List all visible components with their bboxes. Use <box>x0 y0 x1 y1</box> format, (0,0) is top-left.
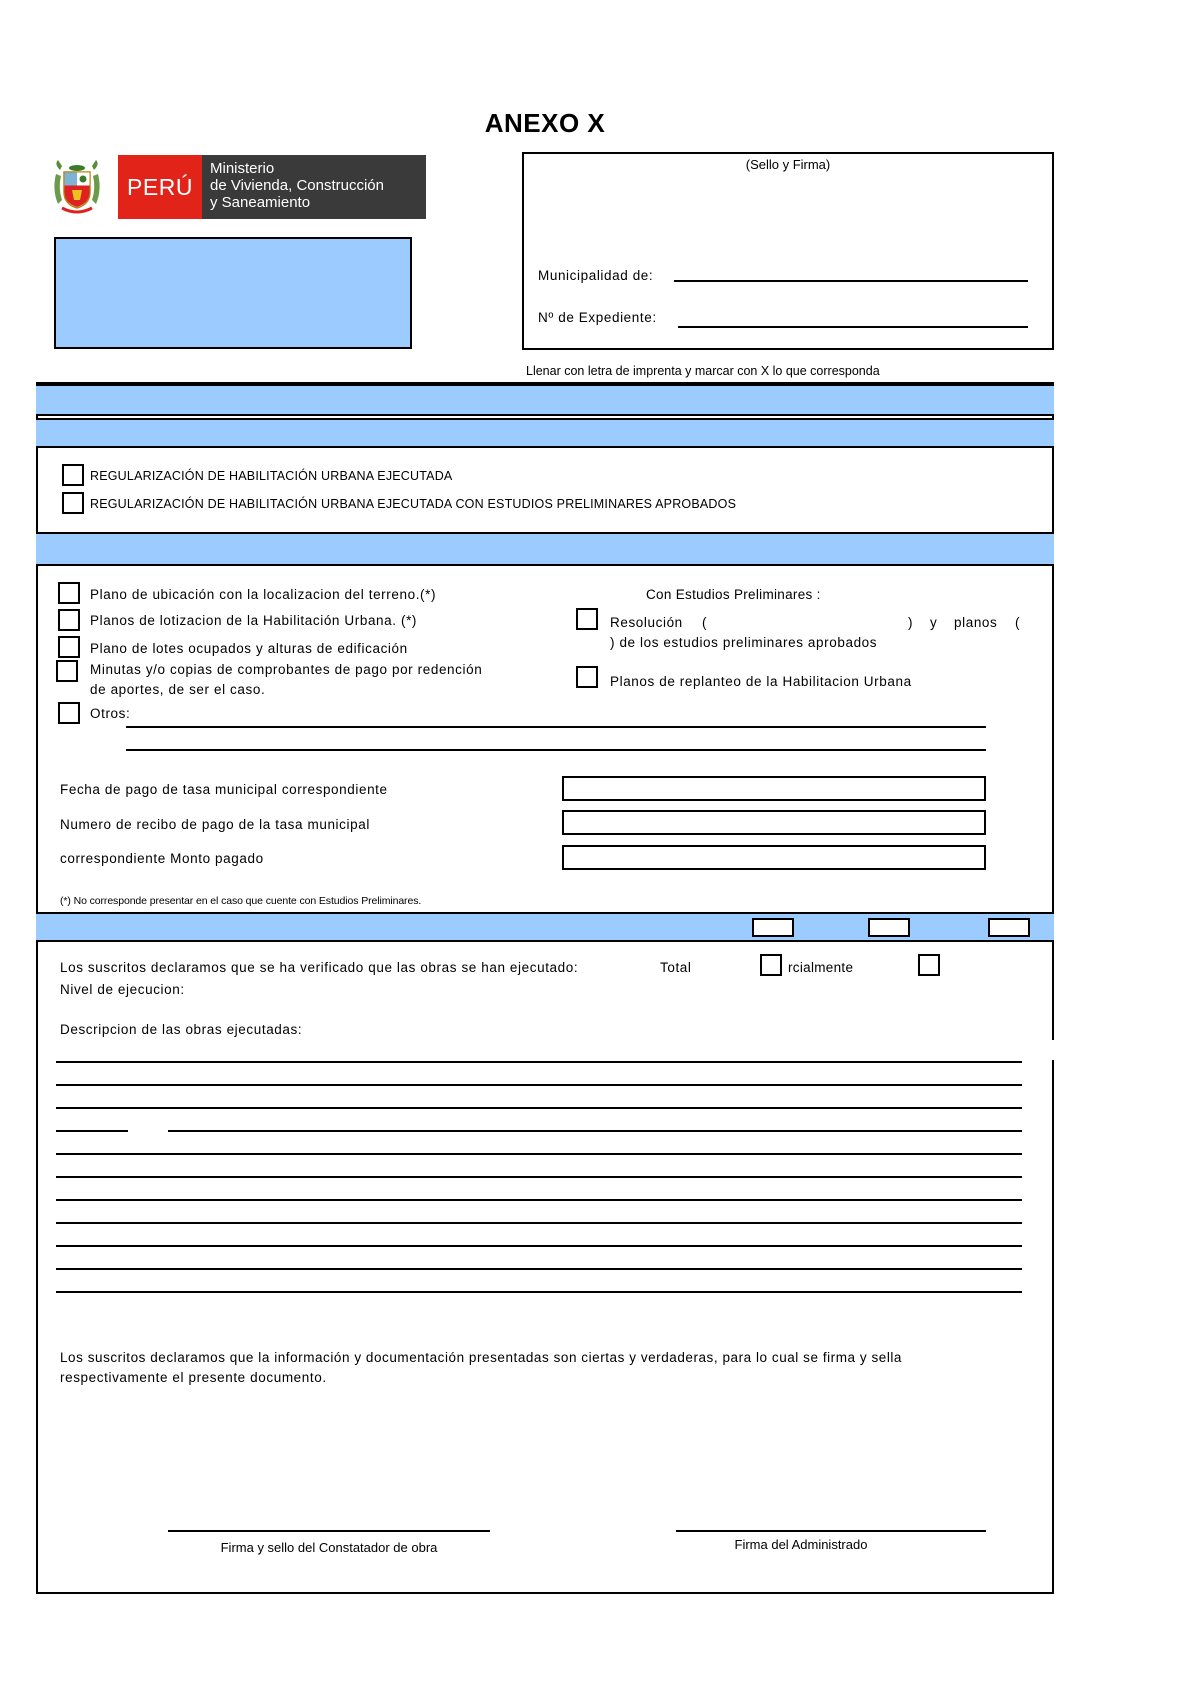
descripcion-line[interactable] <box>56 1130 128 1132</box>
monto-label: correspondiente Monto pagado <box>60 851 264 866</box>
expediente-field[interactable] <box>678 326 1028 328</box>
doc-checkbox[interactable] <box>58 702 80 724</box>
resolucion-y: y <box>930 615 938 630</box>
otros-label: Otros: <box>90 706 131 721</box>
descripcion-label: Descripcion de las obras ejecutadas: <box>60 1022 303 1037</box>
instruction-text: Llenar con letra de imprenta y marcar con X lo que corresponda <box>526 364 880 378</box>
section-band-3 <box>36 532 1054 566</box>
resolucion-paren: ( <box>1015 615 1021 630</box>
constatador-signature-label: Firma y sello del Constatador de obra <box>220 1540 438 1555</box>
total-label: Total <box>660 960 692 975</box>
nivel-label: Nivel de ejecucion: <box>60 982 185 997</box>
otros-field[interactable] <box>126 749 986 751</box>
ministry-logo <box>202 155 426 219</box>
ministry-line: Ministerio <box>210 160 275 177</box>
final-declaration-line: Los suscritos declaramos que la información y documentación presentadas son ciertas y verdaderas, para lo cual se firma y sella <box>60 1350 902 1365</box>
constatador-signature-line[interactable] <box>168 1530 490 1532</box>
modalidad-option: REGULARIZACIÓN DE HABILITACIÓN URBANA EJECUTADA CON ESTUDIOS PRELIMINARES APROBADOS <box>90 497 737 511</box>
doc-checkbox[interactable] <box>58 609 80 631</box>
parcial-checkbox[interactable] <box>918 954 940 976</box>
ministry-line: de Vivienda, Construcción <box>210 177 384 194</box>
numero-recibo-label: Numero de recibo de pago de la tasa municipal <box>60 817 370 832</box>
resolucion-label: Resolución <box>610 615 683 630</box>
section-band-2 <box>36 418 1054 448</box>
municipalidad-field[interactable] <box>674 280 1028 282</box>
ministry-line: y Saneamiento <box>210 194 311 211</box>
verificacion-declaration: Los suscritos declaramos que se ha verificado que las obras se han ejecutado: <box>60 960 579 975</box>
descripcion-line[interactable] <box>56 1176 1022 1178</box>
descripcion-line[interactable] <box>56 1107 1022 1109</box>
resolucion-continuation: ) de los estudios preliminares aprobados <box>610 635 878 650</box>
parcial-label: rcialmente <box>788 960 854 975</box>
doc-label: Plano de ubicación con la localizacion del terreno.(*) <box>90 587 437 602</box>
modalidad-checkbox[interactable] <box>62 492 84 514</box>
descripcion-line[interactable] <box>56 1153 1022 1155</box>
fecha-pago-field[interactable] <box>562 776 986 801</box>
band-checkbox[interactable] <box>752 918 794 937</box>
section-band-1 <box>36 384 1054 416</box>
replanteo-checkbox[interactable] <box>576 666 598 688</box>
administrado-signature-line[interactable] <box>676 1530 986 1532</box>
coat-of-arms-icon <box>52 160 102 214</box>
page-title: ANEXO X <box>484 108 606 138</box>
otros-field[interactable] <box>126 726 986 728</box>
descripcion-line[interactable] <box>56 1222 1022 1224</box>
doc-label: Plano de lotes ocupados y alturas de edificación <box>90 641 408 656</box>
monto-field[interactable] <box>562 845 986 870</box>
stamp-label: (Sello y Firma) <box>745 157 831 172</box>
descripcion-line[interactable] <box>56 1199 1022 1201</box>
fecha-pago-label: Fecha de pago de tasa municipal correspondiente <box>60 782 388 797</box>
doc-label: Planos de lotizacion de la Habilitación Urbana. (*) <box>90 613 418 628</box>
descripcion-line[interactable] <box>56 1245 1022 1247</box>
descripcion-line[interactable] <box>56 1268 1022 1270</box>
descripcion-line[interactable] <box>56 1061 1022 1063</box>
estudios-heading: Con Estudios Preliminares : <box>646 587 821 602</box>
resolucion-paren: ) <box>908 615 914 630</box>
administrado-signature-label: Firma del Administrado <box>734 1537 868 1552</box>
final-declaration-line: respectivamente el presente documento. <box>60 1370 327 1385</box>
total-checkbox[interactable] <box>760 954 782 976</box>
resolucion-planos: planos <box>954 615 998 630</box>
numero-recibo-field[interactable] <box>562 810 986 835</box>
doc-label: de aportes, de ser el caso. <box>90 682 266 697</box>
band-checkbox[interactable] <box>868 918 910 937</box>
descripcion-line[interactable] <box>168 1130 1022 1132</box>
descripcion-line[interactable] <box>56 1291 1022 1293</box>
doc-label: Minutas y/o copias de comprobantes de pago por redención <box>90 662 483 677</box>
doc-checkbox[interactable] <box>58 582 80 604</box>
descripcion-line[interactable] <box>56 1084 1022 1086</box>
doc-checkbox[interactable] <box>56 660 78 682</box>
band-checkbox[interactable] <box>988 918 1030 937</box>
doc-checkbox[interactable] <box>58 636 80 658</box>
frame-gap <box>1046 1040 1058 1060</box>
modalidad-option: REGULARIZACIÓN DE HABILITACIÓN URBANA EJECUTADA <box>90 469 453 483</box>
resolucion-checkbox[interactable] <box>576 608 598 630</box>
modalidad-checkbox[interactable] <box>62 464 84 486</box>
footnote: (*) No corresponde presentar en el caso que cuente con Estudios Preliminares. <box>60 895 422 907</box>
reception-stamp-area[interactable] <box>54 237 412 349</box>
replanteo-label: Planos de replanteo de la Habilitacion Urbana <box>610 674 912 689</box>
expediente-label: Nº de Expediente: <box>538 310 657 325</box>
resolucion-paren: ( <box>702 615 708 630</box>
municipalidad-label: Municipalidad de: <box>538 268 654 283</box>
peru-logo: PERÚ <box>118 155 202 219</box>
